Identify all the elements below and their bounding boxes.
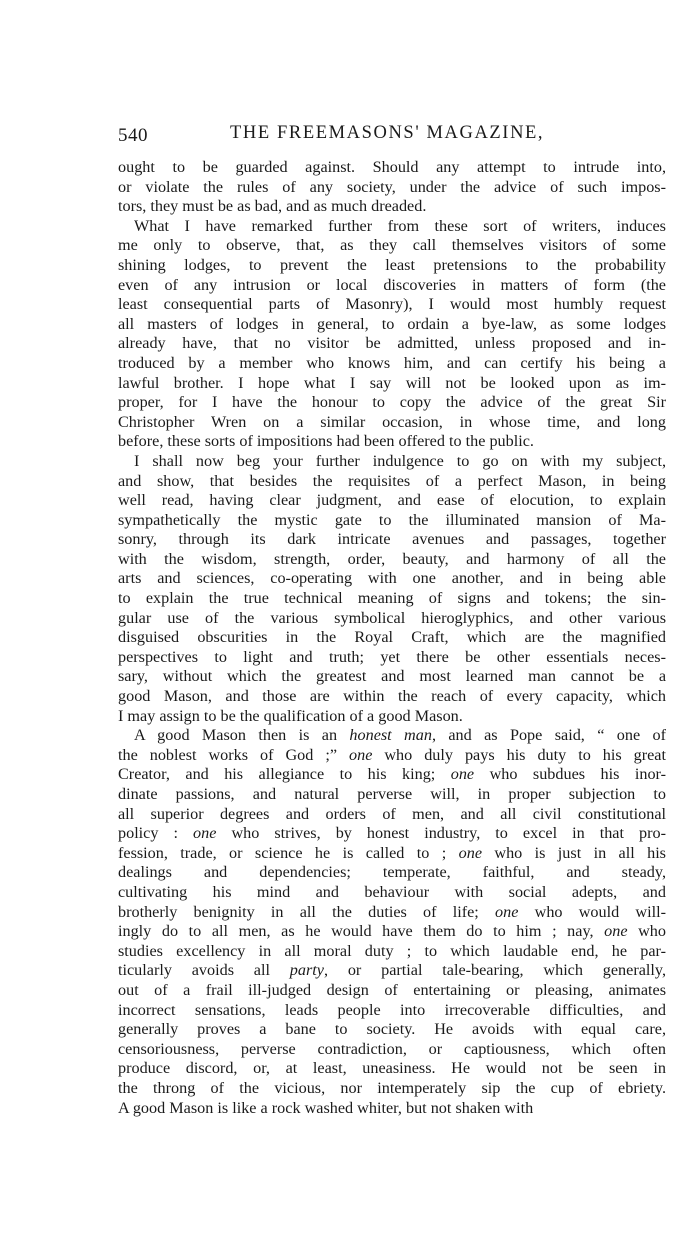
body-text [118, 158, 666, 1118]
page-number: 540 [118, 125, 148, 146]
book-page [118, 123, 666, 1118]
text-line: A good Mason then is an honest man, and as Pope said, “ one of [134, 726, 666, 745]
text-line: or violate the rules of any society, under the advice of such impos- [118, 177, 666, 196]
paragraph [118, 158, 666, 217]
text-line: dinate passions, and natural perverse will, in proper subjection to [118, 785, 666, 803]
text-line: censoriousness, perverse contradiction, or captiousness, which often [118, 1039, 666, 1058]
text-line: well read, having clear judgment, and ease of elocution, to explain [118, 491, 666, 510]
paragraph [118, 726, 666, 1118]
text-line: tors, they must be as bad, and as much dreaded. [118, 197, 427, 216]
text-line: good Mason, and those are within the reach of every capacity, which [118, 687, 666, 706]
text-line: sympathetically the mystic gate to the illuminated mansion of Ma- [118, 510, 666, 529]
text-line: proper, for I have the honour to copy the advice of the great Sir [118, 393, 666, 412]
text-line: brotherly benignity in all the duties of life; one who would will- [118, 902, 666, 921]
text-line: out of a frail ill-judged design of entertaining or pleasing, animates [118, 980, 666, 999]
text-line: least consequential parts of Masonry), I would most humbly request [118, 295, 666, 314]
text-line: arts and sciences, co-operating with one another, and in being able [118, 569, 666, 588]
text-line: policy : one who strives, by honest industry, to excel in that pro- [118, 824, 666, 843]
text-line: all superior degrees and orders of men, and all civil constitutional [118, 804, 666, 823]
text-line: Christopher Wren on a similar occasion, in whose time, and long [118, 412, 666, 431]
text-line: ingly do to all men, as he would have them do to him ; nay, one who [118, 922, 666, 941]
text-line: already have, that no visitor be admitted, unless proposed and in- [118, 334, 666, 353]
running-head [118, 123, 666, 153]
text-line: perspectives to light and truth; yet there be other essentials neces- [118, 647, 666, 666]
text-line: troduced by a member who knows him, and can certify his being a [118, 353, 666, 372]
text-line: even of any intrusion or local discoveries in matters of form (the [118, 275, 666, 294]
text-line: cultivating his mind and behaviour with social adepts, and [118, 882, 666, 901]
text-line: studies excellency in all moral duty ; to which laudable end, he par- [118, 941, 666, 960]
text-line: A good Mason is like a rock washed whiter, but not shaken with [118, 1098, 534, 1117]
text-line: sonry, through its dark intricate avenues and passages, together [118, 530, 666, 549]
paragraph [118, 452, 666, 726]
text-line: ticularly avoids all party, or partial tale-bearing, which generally, [118, 961, 666, 980]
text-line: the noblest works of God ;” one who duly pays his duty to his great [118, 745, 666, 764]
text-line: produce discord, or, at least, uneasiness. He would not be seen in [118, 1059, 666, 1078]
text-line: gular use of the various symbolical hieroglyphics, and other various [118, 608, 666, 627]
text-line: to explain the true technical meaning of signs and tokens; the sin- [118, 589, 666, 608]
text-line: incorrect sensations, leads people into irrecoverable difficulties, and [118, 1000, 666, 1019]
text-line: fession, trade, or science he is called to ; one who is just in all his [118, 843, 666, 862]
text-line: dealings and dependencies; temperate, faithful, and steady, [118, 863, 666, 882]
text-line: me only to observe, that, as they call themselves visitors of some [118, 236, 666, 255]
text-line: all masters of lodges in general, to ordain a bye-law, as some lodges [118, 314, 666, 333]
paragraph [118, 217, 666, 452]
text-line: generally proves a bane to society. He avoids with equal care, [118, 1020, 666, 1039]
text-line: disguised obscurities in the Royal Craft, which are the magnified [118, 628, 666, 647]
text-line: shining lodges, to prevent the least pretensions to the probability [118, 255, 666, 274]
text-line: with the wisdom, strength, order, beauty, and harmony of all the [118, 549, 666, 568]
text-line: I may assign to be the qualification of a good Mason. [118, 706, 463, 725]
text-line: before, these sorts of impositions had been offered to the public. [118, 432, 534, 451]
text-line: the throng of the vicious, nor intemperately sip the cup of ebriety. [118, 1078, 666, 1097]
journal-title: THE FREEMASONS' MAGAZINE, [230, 123, 545, 143]
text-line: and show, that besides the requisites of a perfect Mason, in being [118, 471, 666, 490]
text-line: sary, without which the greatest and most learned man cannot be a [118, 667, 666, 686]
text-line: ought to be guarded against. Should any attempt to intrude into, [118, 158, 666, 176]
text-line: I shall now beg your further indulgence to go on with my subject, [134, 451, 666, 470]
text-line: lawful brother. I hope what I say will not be looked upon as im- [118, 373, 666, 392]
text-line: Creator, and his allegiance to his king; one who subdues his inor- [118, 765, 666, 784]
text-line: What I have remarked further from these sort of writers, induces [134, 216, 666, 235]
